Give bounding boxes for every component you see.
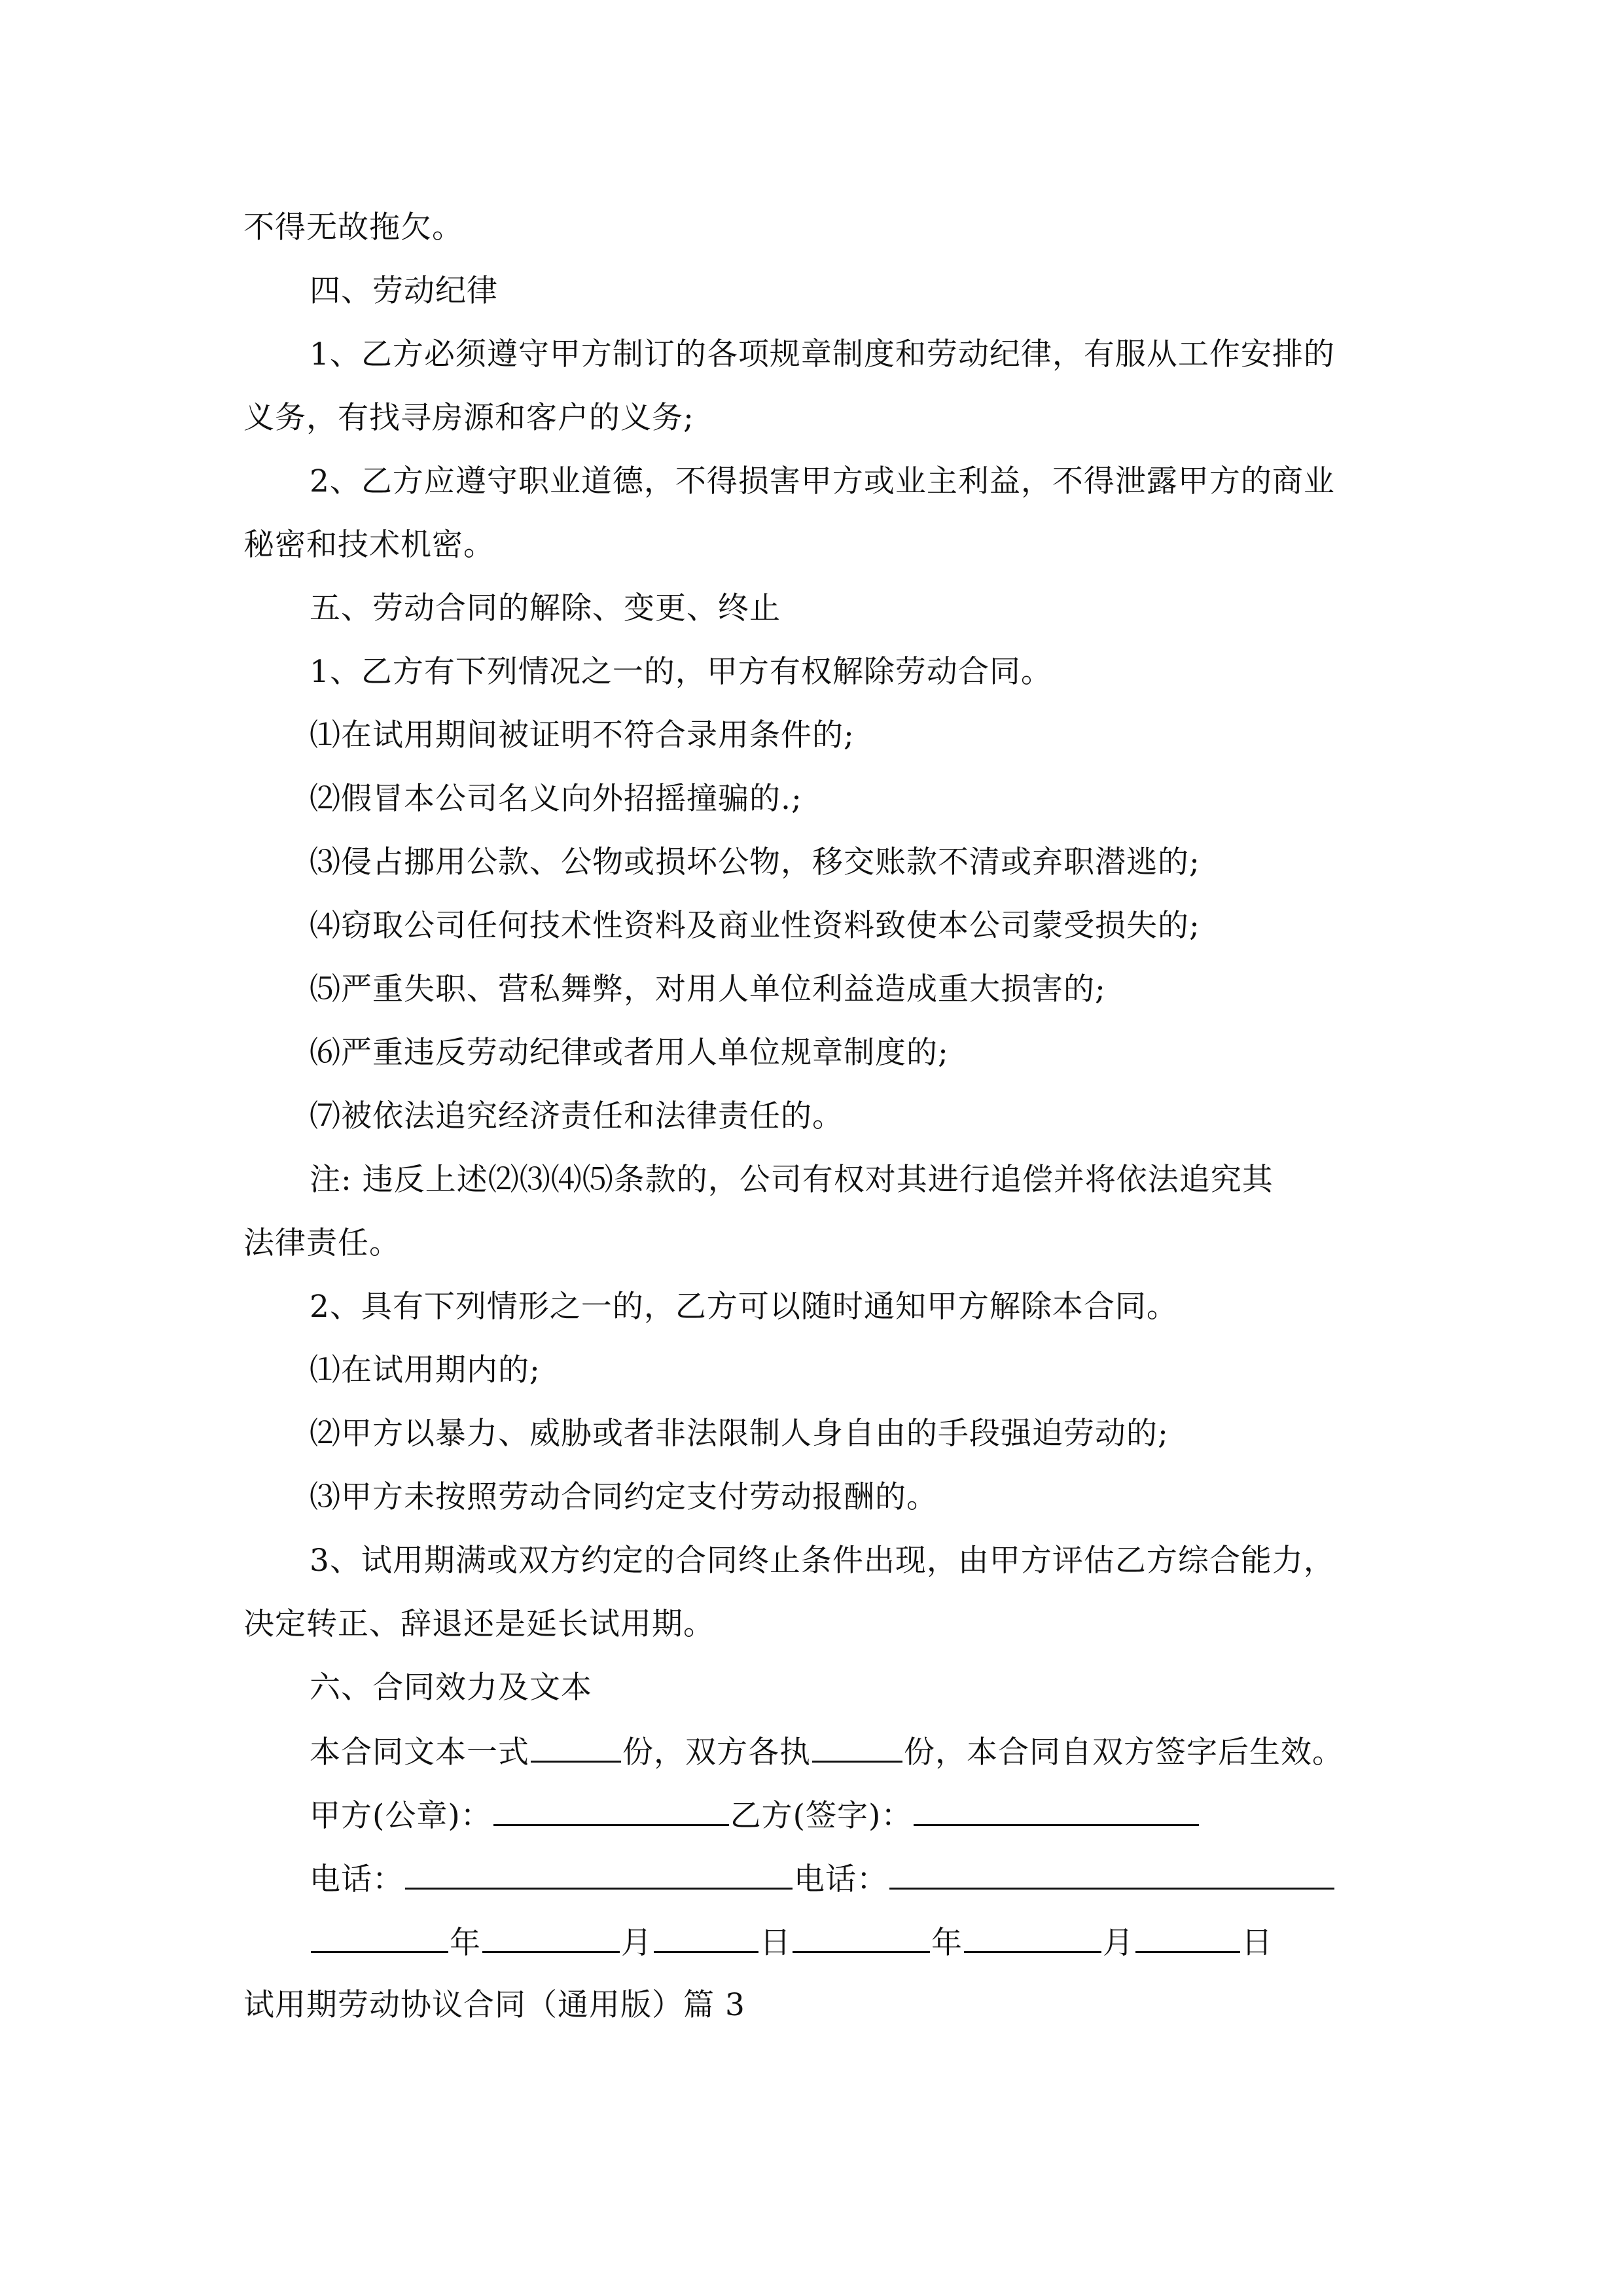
copies-each-blank[interactable] <box>812 1732 902 1763</box>
party-a-seal-blank[interactable] <box>493 1795 729 1826</box>
month-label: 月 <box>1103 1925 1134 1961</box>
paragraph-line: 法律责任。 <box>243 1225 401 1261</box>
list-item: ⑸严重失职、营私舞弊，对用人单位利益造成重大损害的; <box>310 971 1106 1007</box>
party-b-signature-blank[interactable] <box>914 1795 1199 1826</box>
paragraph-line: 不得无故拖欠。 <box>243 209 463 245</box>
day-label: 日 <box>760 1925 791 1961</box>
paragraph-line: 义务，有找寻房源和客户的义务; <box>243 400 694 436</box>
day-label: 日 <box>1241 1925 1273 1961</box>
next-section-title: 试用期劳动协议合同（通用版）篇 3 <box>243 1987 745 2023</box>
note-line: 注: 违反上述⑵⑶⑷⑸条款的，公司有权对其进行追偿并将依法追究其 <box>310 1162 1274 1198</box>
phone-a-label: 电话： <box>310 1861 404 1897</box>
date-a-year-blank[interactable] <box>311 1922 448 1953</box>
year-label: 年 <box>931 1925 963 1961</box>
list-item: ⑴在试用期内的; <box>310 1352 541 1388</box>
paragraph-line: 1、乙方必须遵守甲方制订的各项规章制度和劳动纪律，有服从工作安排的 <box>310 336 1335 372</box>
list-item: ⑵甲方以暴力、威胁或者非法限制人身自由的手段强迫劳动的; <box>310 1416 1169 1452</box>
paragraph-line: 决定转正、辞退还是延长试用期。 <box>243 1606 715 1642</box>
section-heading-termination: 五、劳动合同的解除、变更、终止 <box>310 590 781 626</box>
party-b-label: 乙方(签字)： <box>730 1798 913 1834</box>
month-label: 月 <box>621 1925 652 1961</box>
phone-a-blank[interactable] <box>405 1859 793 1890</box>
date-line <box>310 1922 1273 1963</box>
phone-b-blank[interactable] <box>889 1859 1334 1890</box>
list-item: ⑴在试用期间被证明不符合录用条件的; <box>310 717 855 753</box>
date-a-day-blank[interactable] <box>654 1922 758 1953</box>
copies-line <box>310 1732 1344 1772</box>
section-heading-labor-discipline: 四、劳动纪律 <box>310 273 498 309</box>
list-item: ⑺被依法追究经济责任和法律责任的。 <box>310 1098 844 1134</box>
paragraph-line: 秘密和技术机密。 <box>243 527 495 563</box>
paragraph-line: 3、试用期满或双方约定的合同终止条件出现，由甲方评估乙方综合能力， <box>310 1543 1335 1579</box>
signature-line <box>310 1795 1200 1836</box>
list-item: ⑶侵占挪用公款、公物或损坏公物，移交账款不清或弃职潜逃的; <box>310 844 1200 880</box>
copies-text-3: 份，本合同自双方签字后生效。 <box>904 1734 1344 1770</box>
list-item: ⑶甲方未按照劳动合同约定支付劳动报酬的。 <box>310 1479 938 1515</box>
list-item: ⑵假冒本公司名义向外招摇撞骗的.; <box>310 781 802 817</box>
copies-text-1: 本合同文本一式 <box>310 1734 529 1770</box>
phone-line <box>310 1859 1336 1899</box>
party-a-label: 甲方(公章)： <box>310 1798 492 1834</box>
section-heading-validity: 六、合同效力及文本 <box>310 1670 592 1706</box>
date-b-month-blank[interactable] <box>964 1922 1101 1953</box>
paragraph-line: 2、具有下列情形之一的，乙方可以随时通知甲方解除本合同。 <box>310 1289 1178 1325</box>
list-item: ⑷窃取公司任何技术性资料及商业性资料致使本公司蒙受损失的; <box>310 908 1200 944</box>
list-item: ⑹严重违反劳动纪律或者用人单位规章制度的; <box>310 1035 949 1071</box>
date-b-day-blank[interactable] <box>1135 1922 1240 1953</box>
paragraph-line: 2、乙方应遵守职业道德，不得损害甲方或业主利益，不得泄露甲方的商业 <box>310 463 1335 499</box>
copies-text-2: 份，双方各执 <box>622 1734 811 1770</box>
phone-b-label: 电话： <box>794 1861 888 1897</box>
date-a-month-blank[interactable] <box>482 1922 620 1953</box>
date-b-year-blank[interactable] <box>793 1922 930 1953</box>
copies-total-blank[interactable] <box>531 1732 621 1763</box>
paragraph-line: 1、乙方有下列情况之一的，甲方有权解除劳动合同。 <box>310 654 1052 690</box>
year-label: 年 <box>450 1925 481 1961</box>
